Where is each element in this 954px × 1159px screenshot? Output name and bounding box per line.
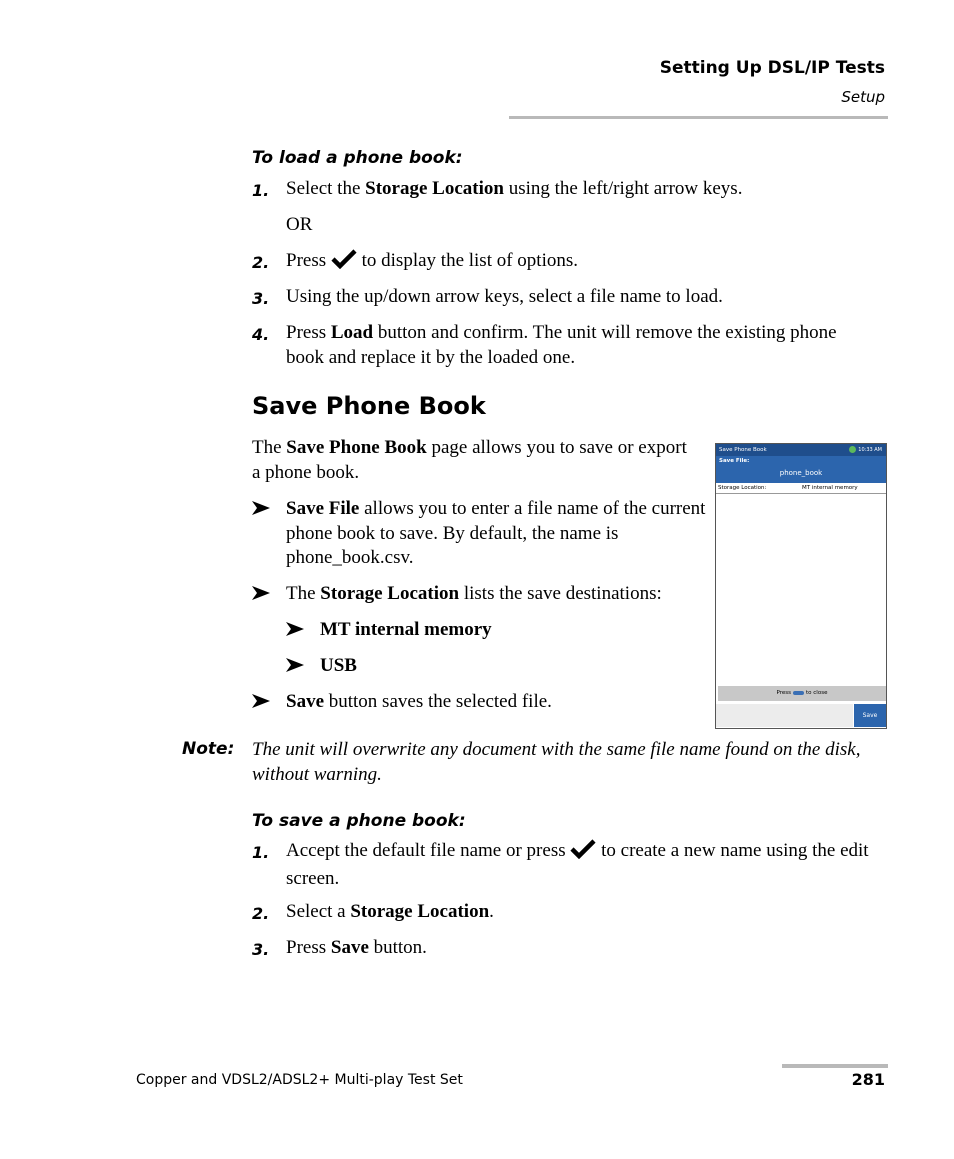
storage-location-label: Storage Location:	[718, 485, 767, 491]
save-step-2-number: 2.	[252, 904, 270, 923]
close-hint-bar: Press to close	[718, 686, 886, 701]
load-step-3-number: 3.	[252, 289, 270, 308]
arrowhead-bullet-icon	[252, 694, 270, 713]
note-text: The unit will overwrite any document with the same file name found on the disk, without warning.	[252, 739, 861, 785]
back-key-icon	[793, 691, 804, 695]
storage-location-value: MT internal memory	[802, 485, 858, 491]
load-step-4-text: Press Load button and confirm. The unit will remove the existing phone book and replace it by the loaded one.	[286, 322, 837, 368]
status-indicator-icon	[849, 446, 856, 453]
load-or-text: OR	[286, 214, 313, 235]
load-step-3-text: Using the up/down arrow keys, select a file name to load.	[286, 286, 723, 307]
screenshot-clock: 10:33 AM	[858, 447, 882, 453]
running-header-title: Setting Up DSL/IP Tests	[659, 58, 885, 78]
save-step-3-number: 3.	[252, 940, 270, 959]
save-step-3-text: Press Save button.	[286, 937, 427, 958]
arrowhead-bullet-icon	[286, 622, 304, 641]
load-step-4-number: 4.	[252, 325, 270, 344]
bullet-save-file: Save File allows you to enter a file name of the current phone book to save. By default, the name is phone_book.csv.	[286, 498, 706, 568]
section-heading: Save Phone Book	[252, 392, 486, 420]
load-step-2-number: 2.	[252, 253, 270, 272]
page-number: 281	[851, 1070, 885, 1089]
arrowhead-bullet-icon	[252, 586, 270, 605]
bullet-storage-location: The Storage Location lists the save destinations:	[286, 583, 662, 604]
save-step-1-text: Accept the default file name or press to create a new name using the edit screen.	[286, 840, 869, 889]
sub-bullet-mt-internal-memory: MT internal memory	[320, 619, 492, 640]
save-file-field[interactable]	[716, 456, 886, 483]
bullet-save-button: Save button saves the selected file.	[286, 691, 552, 712]
checkmark-icon	[331, 249, 357, 277]
screenshot-status-area	[849, 444, 882, 456]
note-label: Note:	[182, 739, 235, 759]
load-step-1-number: 1.	[252, 181, 270, 200]
load-step-2-text: Press to display the list of options.	[286, 249, 886, 277]
footer-product-name: Copper and VDSL2/ADSL2+ Multi-play Test Set	[136, 1072, 463, 1088]
arrowhead-bullet-icon	[252, 501, 270, 520]
running-header-subtitle: Setup	[841, 88, 885, 106]
save-button[interactable]: Save	[854, 704, 886, 727]
section-intro: The Save Phone Book page allows you to save or export a phone book.	[252, 437, 687, 483]
save-file-value: phone_book	[779, 469, 823, 477]
device-screenshot	[715, 443, 887, 729]
sub-bullet-usb: USB	[320, 655, 357, 676]
storage-location-row[interactable]	[716, 483, 886, 494]
screenshot-window-title: Save Phone Book	[719, 447, 767, 453]
save-procedure-title: To save a phone book:	[252, 811, 466, 831]
save-step-2-text: Select a Storage Location.	[286, 901, 494, 922]
screenshot-title-bar	[716, 444, 886, 456]
bottom-bar	[716, 704, 853, 727]
checkmark-icon	[570, 839, 596, 867]
footer-rule	[782, 1064, 888, 1068]
save-file-label: Save File:	[719, 458, 750, 464]
arrowhead-bullet-icon	[286, 658, 304, 677]
header-rule	[509, 116, 888, 119]
load-procedure-title: To load a phone book:	[252, 148, 463, 168]
load-step-1-text: Select the Storage Location using the left/right arrow keys.	[286, 178, 743, 199]
save-step-1-number: 1.	[252, 843, 270, 862]
